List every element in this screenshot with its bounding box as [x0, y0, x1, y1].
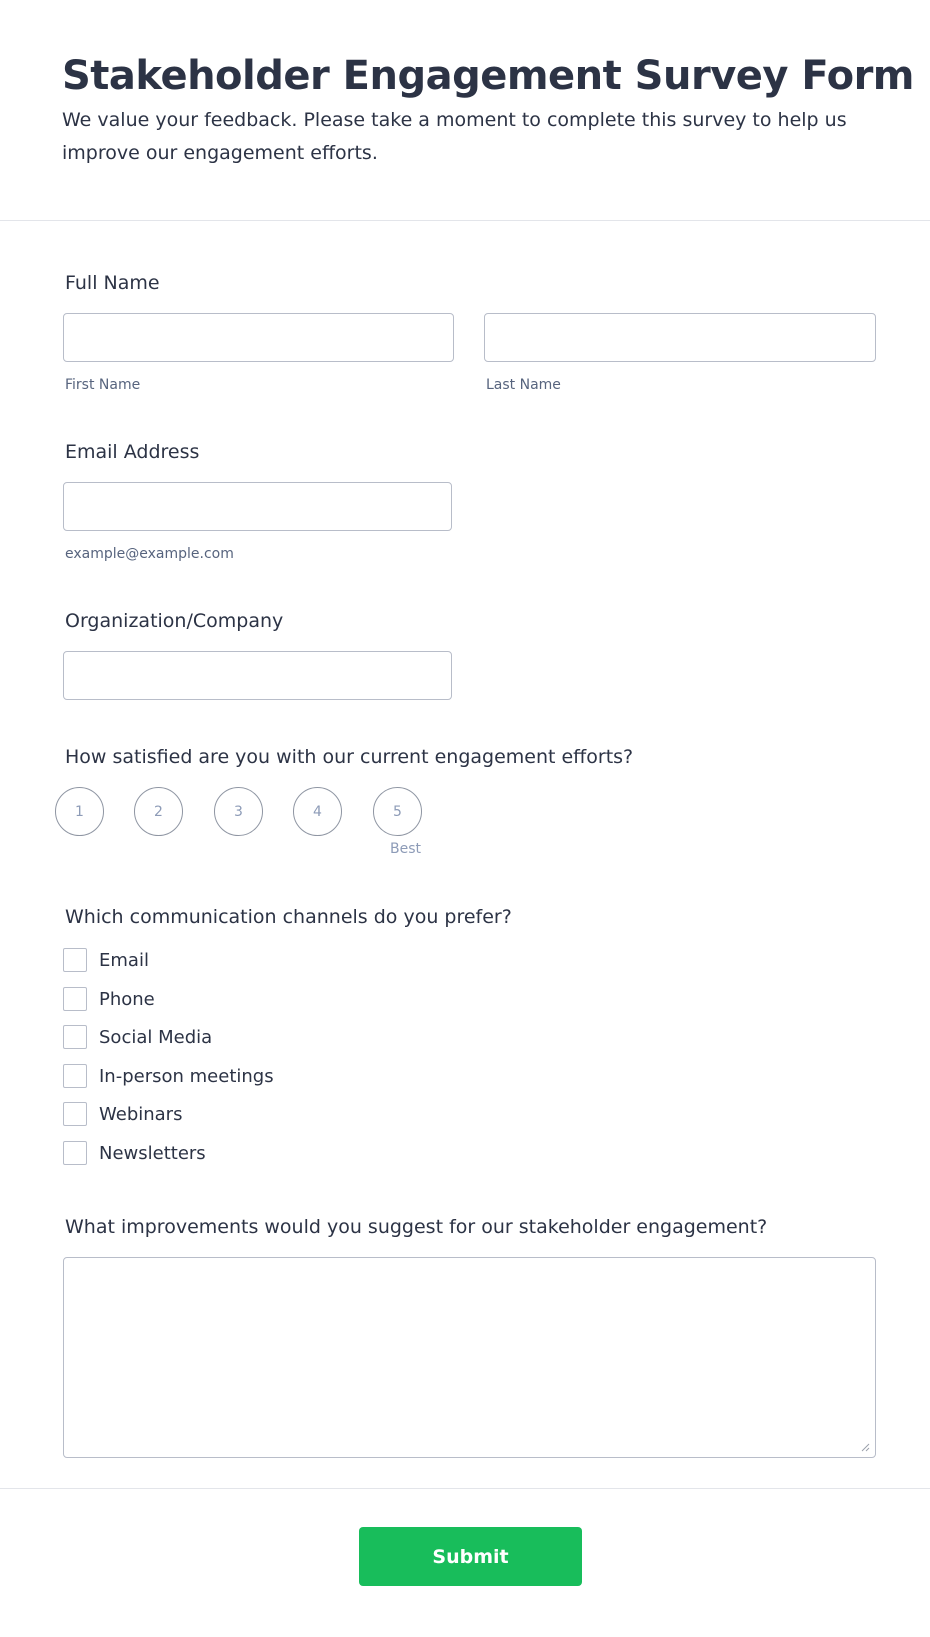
- improvements-question: What improvements would you suggest for our stakeholder engagement?: [65, 1216, 768, 1238]
- satisfaction-question: How satisfied are you with our current engagement efforts?: [65, 746, 634, 768]
- phone-checkbox[interactable]: [63, 987, 87, 1011]
- submit-button[interactable]: Submit: [359, 1527, 582, 1586]
- resize-grip-icon[interactable]: [860, 1442, 870, 1452]
- email-sublabel: example@example.com: [65, 546, 234, 562]
- channel-option-newsletters[interactable]: [63, 1141, 206, 1165]
- last-name-sublabel: Last Name: [486, 377, 561, 393]
- channel-option-email[interactable]: [63, 948, 149, 972]
- organization-label: Organization/Company: [65, 610, 284, 632]
- channels-question: Which communication channels do you prefer?: [65, 906, 512, 928]
- last-name-input[interactable]: [484, 313, 876, 362]
- channel-option-label: Email: [99, 949, 149, 971]
- channel-option-label: In-person meetings: [99, 1065, 274, 1087]
- channel-option-webinars[interactable]: [63, 1102, 182, 1126]
- full-name-label: Full Name: [65, 272, 160, 294]
- improvements-textarea[interactable]: [63, 1257, 876, 1458]
- email-label: Email Address: [65, 441, 200, 463]
- rating-best-label: Best: [390, 841, 422, 857]
- form-title: Stakeholder Engagement Survey Form: [62, 53, 914, 99]
- in-person-meetings-checkbox[interactable]: [63, 1064, 87, 1088]
- form-subtitle: We value your feedback. Please take a moment to complete this survey to help us improve our engagement efforts.: [62, 109, 847, 164]
- channel-option-label: Newsletters: [99, 1142, 206, 1164]
- channel-option-label: Webinars: [99, 1103, 183, 1125]
- first-name-input[interactable]: [63, 313, 454, 362]
- social-media-checkbox[interactable]: [63, 1025, 87, 1049]
- rating-option-4[interactable]: 4: [293, 787, 342, 836]
- webinars-checkbox[interactable]: [63, 1102, 87, 1126]
- organization-input[interactable]: [63, 651, 452, 700]
- rating-option-1[interactable]: 1: [55, 787, 104, 836]
- rating-option-5[interactable]: 5: [373, 787, 422, 836]
- channel-option-label: Phone: [99, 988, 155, 1010]
- email-input[interactable]: [63, 482, 452, 531]
- channel-option-in-person-meetings[interactable]: [63, 1064, 274, 1088]
- channel-option-social-media[interactable]: [63, 1025, 212, 1049]
- first-name-sublabel: First Name: [65, 377, 141, 393]
- email-checkbox[interactable]: [63, 948, 87, 972]
- rating-option-2[interactable]: 2: [134, 787, 183, 836]
- form-header: [0, 0, 930, 221]
- channel-option-label: Social Media: [99, 1026, 213, 1048]
- newsletters-checkbox[interactable]: [63, 1141, 87, 1165]
- channel-option-phone[interactable]: [63, 987, 155, 1011]
- rating-option-3[interactable]: 3: [214, 787, 263, 836]
